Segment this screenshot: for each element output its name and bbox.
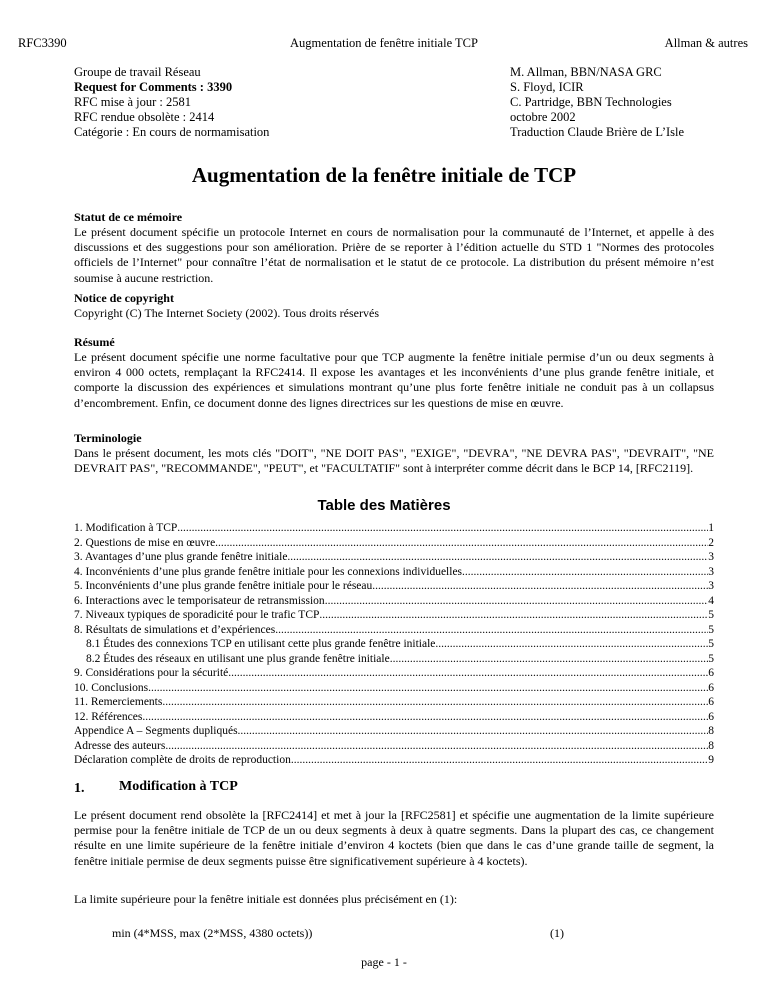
copyright-label: Notice de copyright [74, 291, 174, 305]
toc-entry-text: 8.1 Études des connexions TCP en utilisant cette plus grande fenêtre initiale [86, 638, 436, 650]
toc-entry-page: 3 [708, 580, 714, 592]
toc-entry[interactable] [74, 594, 714, 609]
toc-leader-dots [215, 536, 708, 551]
meta-author-1: M. Allman, BBN/NASA GRC [510, 65, 662, 79]
section-1-paragraph-2: La limite supérieure pour la fenêtre initiale est données plus précisément en (1): [74, 892, 458, 906]
toc-entry[interactable] [74, 579, 714, 594]
status-label: Statut de ce mémoire [74, 210, 183, 224]
toc-leader-dots [177, 521, 708, 536]
toc-entry-text: Appendice A – Segments dupliqués [74, 725, 238, 737]
toc-entry[interactable] [74, 695, 714, 710]
toc-entry-text: 9. Considérations pour la sécurité [74, 667, 229, 679]
meta-date: octobre 2002 [510, 110, 576, 124]
abstract-text: Le présent document spécifie une norme facultative pour que TCP augmente la fenêtre initiale permise d’un ou deux segments à environ 4 000 octets, remplaçant la RFC2414. Il expose les avantages et les inconvénients d’une plus grande fenêtre initiale, et comporte la discussion des expériences et simulations montrant qu’une plus forte fenêtre initiale ne conduit pas à un collapsus d’encombrement. Enfin, ce document donne des lignes directrices sur les questions de mise en œuvre. [74, 350, 714, 410]
toc-entry-text: 11. Remerciements [74, 696, 163, 708]
meta-author-3: C. Partridge, BBN Technologies [510, 95, 672, 109]
toc-leader-dots [319, 608, 708, 623]
toc-entry[interactable] [74, 681, 714, 696]
toc-entry-page: 6 [708, 681, 714, 694]
formula-number: (1) [550, 926, 564, 940]
status-text: Le présent document spécifie un protocole Internet en cours de normalisation pour la communauté de l’Internet, et appelle à des discussions et des suggestions pour son amélioration. Prière de se reporter à l’édition actuelle du STD 1 "Normes des protocoles officiels de l’Internet" pour connaître l’état de normalisation et le statut de ce protocole. La distribution du présent mémoire n’est soumise à aucune restriction. [74, 225, 714, 285]
toc-entry-page: 2 [708, 536, 714, 549]
toc-entry-page: 3 [708, 565, 714, 578]
toc-entry-page: 5 [708, 623, 714, 636]
toc-entry-page: 8 [708, 739, 714, 752]
toc-entry-page: 6 [708, 710, 714, 723]
toc-entry-page: 6 [708, 667, 714, 679]
toc-leader-dots [462, 565, 708, 580]
toc-entry[interactable] [74, 652, 714, 667]
meta-category: Catégorie : En cours de normamisation [74, 125, 270, 139]
running-header-right: Allman & autres [664, 36, 748, 50]
toc-entry-text: 3. Avantages d’une plus grande fenêtre initiale [74, 551, 288, 563]
terminology-label: Terminologie [74, 431, 142, 445]
toc-leader-dots [291, 753, 708, 768]
toc-leader-dots [435, 637, 708, 652]
toc-leader-dots [287, 550, 708, 565]
toc-entry-text: 10. Conclusions [74, 681, 149, 694]
toc-entry[interactable] [74, 550, 714, 565]
running-header-center: Augmentation de fenêtre initiale TCP [290, 36, 478, 50]
toc-entry-page: 3 [708, 551, 714, 563]
meta-right-block [510, 65, 684, 140]
toc-leader-dots [325, 594, 709, 609]
toc-entry-page: 9 [708, 754, 714, 766]
toc-leader-dots [390, 652, 709, 667]
toc-leader-dots [165, 739, 708, 754]
meta-author-2: S. Floyd, ICIR [510, 80, 584, 94]
toc-entry[interactable] [74, 753, 714, 768]
toc-entry-text: 4. Inconvénients d’une plus grande fenêtre initiale pour les connexions individuelles [74, 565, 463, 578]
toc-entry-text: 2. Questions de mise en œuvre [74, 536, 216, 549]
toc-leader-dots [275, 623, 708, 638]
section-1-number: 1. [74, 781, 85, 796]
terminology-text: Dans le présent document, les mots clés "DOIT", "NE DOIT PAS", "EXIGE", "DEVRA", "NE DEVRA PAS", "DEVRAIT", "NE DEVRAIT PAS", "RECOMMANDE", "PEUT", et "FACULTATIF" sont à interpréter comme décrit dans le BCP 14, [RFC2119]. [74, 446, 714, 476]
copyright-section [74, 291, 714, 321]
toc-title: Table des Matières [317, 497, 451, 514]
toc-entry[interactable] [74, 521, 714, 536]
toc-leader-dots [148, 681, 708, 696]
toc-entry-page: 5 [708, 609, 714, 621]
meta-obsoletes: RFC rendue obsolète : 2414 [74, 110, 215, 124]
terminology-section [74, 431, 714, 476]
document-title: Augmentation de la fenêtre initiale de TCP [191, 163, 577, 187]
toc-leader-dots [228, 666, 708, 681]
toc-entry[interactable] [74, 608, 714, 623]
toc-entry-text: Adresse des auteurs [74, 739, 166, 752]
toc-leader-dots [142, 710, 708, 725]
toc-entry-text: 5. Inconvénients d’une plus grande fenêtre initiale pour le réseau [74, 580, 373, 592]
status-section [74, 210, 714, 286]
meta-left-block [74, 65, 269, 140]
toc-list [74, 521, 714, 768]
toc-leader-dots [238, 724, 709, 739]
toc-entry-page: 5 [708, 638, 714, 650]
copyright-text: Copyright (C) The Internet Society (2002). Tous droits réservés [74, 306, 379, 320]
toc-entry-text: 8. Résultats de simulations et d’expériences [74, 623, 276, 636]
toc-entry-text: 6. Interactions avec le temporisateur de retransmission [74, 594, 325, 607]
meta-updates: RFC mise à jour : 2581 [74, 95, 192, 109]
section-1-paragraph-1: Le présent document rend obsolète la [RFC2414] et met à jour la [RFC2581] et spécifie une augmentation de la limite supérieure permise pour la fenêtre initiale de TCP de un ou deux segments à deux à quatre segments. Dans la plupart des cas, ce changement résulte en une limite supérieure de la fenêtre initiale d’environ 4 koctets (bien que dans le cas d’une grande taille de segment, la fenêtre initiale permise de deux segments puisse être significativement supérieure à 4 koctets). [74, 808, 714, 868]
toc-entry[interactable] [74, 536, 714, 551]
toc-entry[interactable] [74, 666, 714, 681]
toc-entry-text: 8.2 Études des réseaux en utilisant une plus grande fenêtre initiale [86, 652, 390, 665]
toc-entry-page: 4 [708, 594, 714, 607]
toc-entry[interactable] [74, 724, 714, 739]
section-1-title: Modification à TCP [119, 779, 238, 794]
abstract-label: Résumé [74, 335, 115, 349]
toc-entry-text: 7. Niveaux typiques de sporadicité pour le trafic TCP [74, 609, 320, 621]
toc-entry-page: 8 [708, 725, 714, 737]
section-1-heading [74, 779, 238, 797]
toc-entry-page: 6 [708, 696, 714, 708]
toc-entry-page: 1 [708, 522, 714, 534]
toc-entry[interactable] [74, 739, 714, 754]
page-footer: page - 1 - [361, 955, 407, 969]
toc-leader-dots [162, 695, 708, 710]
meta-rfc-number: Request for Comments : 3390 [74, 80, 233, 94]
running-header-left: RFC3390 [18, 36, 67, 50]
toc-entry-text: 12. Références [74, 710, 143, 723]
toc-entry-text: 1. Modification à TCP [74, 522, 178, 534]
meta-working-group: Groupe de travail Réseau [74, 65, 201, 79]
toc-entry[interactable] [74, 565, 714, 580]
toc-entry-text: Déclaration complète de droits de reproduction [74, 754, 291, 766]
meta-translator: Traduction Claude Brière de L’Isle [510, 125, 685, 139]
abstract-section [74, 335, 714, 411]
toc-entry[interactable] [74, 623, 714, 638]
toc-leader-dots [372, 579, 708, 594]
toc-entry[interactable] [74, 637, 714, 652]
formula: min (4*MSS, max (2*MSS, 4380 octets)) [112, 926, 313, 940]
toc-entry[interactable] [74, 710, 714, 725]
toc-entry-page: 5 [708, 652, 714, 665]
